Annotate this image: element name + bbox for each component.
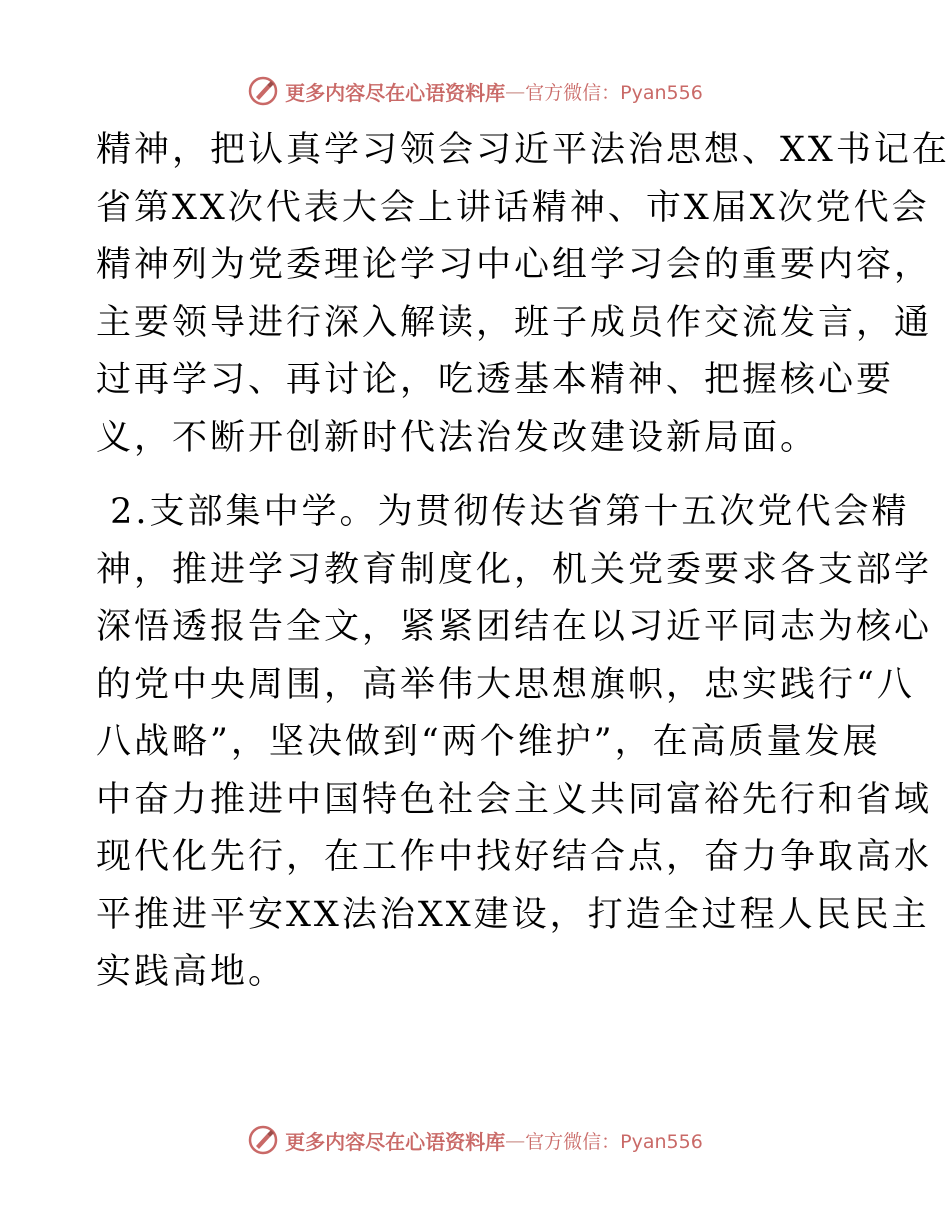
watermark-brand-text: 更多内容尽在心语资料库 (285, 1129, 506, 1154)
text-line: 精神，把认真学习领会习近平法治思想、XX书记在 (96, 130, 950, 170)
text-line: 现代化先行，在工作中找好结合点，奋力争取高水 (96, 837, 933, 877)
watermark-separator: — (505, 1128, 526, 1152)
text-line: 过再学习、再讨论，吃透基本精神、把握核心要 (96, 360, 895, 400)
text-line: 中奋力推进中国特色社会主义共同富裕先行和省域 (96, 779, 933, 820)
paragraph-2 (96, 484, 933, 1002)
watermark-contact-text: 官方微信：Pyan556 (525, 1130, 703, 1153)
brand-logo-icon (247, 1124, 279, 1156)
text-line: 神，推进学习教育制度化，机关党委要求各支部学 (96, 549, 933, 590)
text-line: 八战略”，坚决做到“两个维护”，在高质量发展 (96, 722, 881, 762)
text-line: 主要领导进行深入解读，班子成员作交流发言，通 (96, 302, 933, 343)
footer-watermark (0, 1120, 950, 1160)
text-line: 平推进平安XX法治XX建设，打造全过程人民民主 (96, 894, 930, 935)
paragraph-1 (96, 122, 950, 467)
text-line: 的党中央周围，高举伟大思想旗帜，忠实践行“八 (96, 664, 915, 705)
document-body (96, 122, 950, 1002)
text-line: 2.支部集中学。为贯彻传达省第十五次党代会精 (96, 492, 910, 532)
text-line: 实践高地。 (96, 952, 287, 992)
header-watermark (0, 71, 950, 111)
text-line: 省第XX次代表大会上讲话精神、市X届X次党代会 (96, 187, 930, 228)
watermark-contact-text: 官方微信：Pyan556 (525, 81, 703, 104)
text-line: 深悟透报告全文，紧紧团结在以习近平同志为核心 (96, 607, 933, 647)
watermark-brand-text: 更多内容尽在心语资料库 (285, 80, 506, 105)
watermark-separator: — (505, 79, 526, 103)
text-line: 义，不断开创新时代法治发改建设新局面。 (96, 417, 819, 458)
brand-logo-icon (247, 75, 279, 107)
text-line: 精神列为党委理论学习中心组学习会的重要内容， (96, 245, 933, 285)
